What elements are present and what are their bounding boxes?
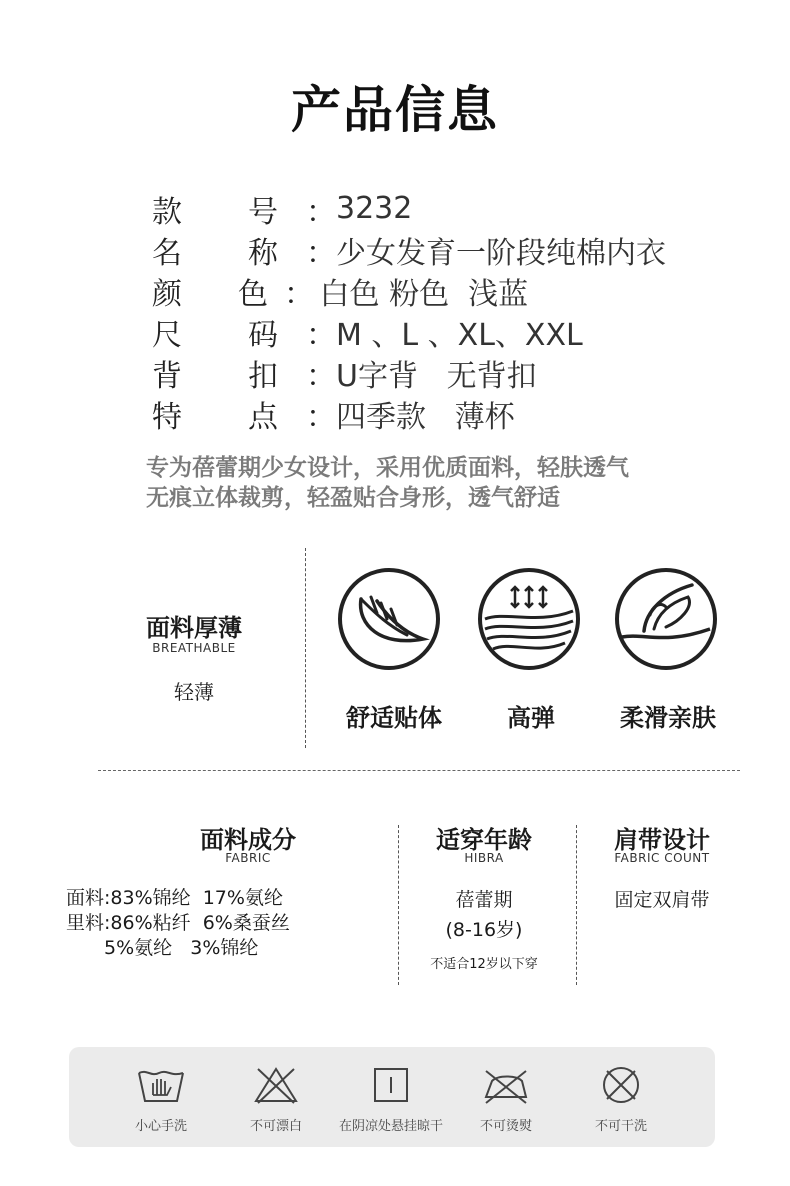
spec-value: 少女发育一阶段纯棉内衣 bbox=[336, 235, 666, 271]
divider-horizontal bbox=[98, 770, 740, 771]
spec-value: 3232 bbox=[336, 191, 413, 226]
description-line: 专为蓓蕾期少女设计，采用优质面料，轻肤透气 bbox=[146, 455, 629, 481]
divider-vertical bbox=[576, 825, 577, 985]
spec-key-char1: 款 bbox=[152, 194, 182, 230]
product-description bbox=[146, 453, 629, 513]
age-note: 不适合12岁以下穿 bbox=[430, 957, 538, 972]
spec-list bbox=[152, 188, 666, 434]
care-item bbox=[326, 1047, 456, 1147]
feature-label: 柔滑亲肤 bbox=[620, 704, 716, 732]
spec-row-back bbox=[152, 352, 666, 393]
strap-subtitle: FABRIC COUNT bbox=[614, 851, 710, 865]
spec-key-char1: 尺 bbox=[152, 317, 182, 353]
age-value: 蓓蕾期 bbox=[455, 889, 513, 911]
spec-separator: ： bbox=[306, 194, 336, 230]
care-label: 小心手洗 bbox=[134, 1119, 187, 1134]
spec-key-char1: 特 bbox=[152, 399, 182, 435]
spec-separator: ： bbox=[306, 399, 336, 435]
spec-separator: ： bbox=[306, 235, 336, 271]
spec-row-color bbox=[152, 270, 666, 311]
feature-label: 高弹 bbox=[507, 704, 555, 732]
care-label: 在阴凉处悬挂晾干 bbox=[338, 1119, 443, 1134]
age-title: 适穿年龄 bbox=[436, 826, 532, 854]
spec-key-char2: 码 bbox=[248, 317, 278, 353]
care-label: 不可干洗 bbox=[594, 1119, 647, 1134]
divider-vertical bbox=[305, 548, 306, 748]
spec-separator: ： bbox=[284, 276, 314, 312]
spec-row-style bbox=[152, 188, 666, 229]
spec-key-char1: 颜 bbox=[152, 276, 182, 312]
feature-label: 舒适贴体 bbox=[346, 704, 442, 732]
hang-dry-icon bbox=[367, 1065, 415, 1105]
composition-title: 面料成分 bbox=[200, 826, 296, 854]
care-label: 不可漂白 bbox=[249, 1119, 302, 1134]
fabric-thickness-subtitle: BREATHABLE bbox=[152, 641, 236, 655]
spec-value: 白色 粉色 浅蓝 bbox=[310, 276, 529, 312]
spec-value: M 、L 、XL、XXL bbox=[336, 317, 583, 353]
spec-key-char2: 号 bbox=[248, 194, 278, 230]
spec-separator: ： bbox=[306, 358, 336, 394]
care-item bbox=[211, 1047, 341, 1147]
care-label: 不可烫熨 bbox=[479, 1119, 532, 1134]
spec-key-char2: 色 bbox=[238, 276, 268, 312]
age-subtitle: HIBRA bbox=[464, 851, 504, 865]
age-range: (8-16岁) bbox=[445, 919, 523, 941]
spec-key-char1: 名 bbox=[152, 235, 182, 271]
spec-row-size bbox=[152, 311, 666, 352]
spec-key-char2: 称 bbox=[248, 235, 278, 271]
spec-key-char2: 扣 bbox=[248, 358, 278, 394]
strap-value: 固定双肩带 bbox=[614, 889, 710, 911]
care-instructions bbox=[69, 1047, 715, 1147]
fabric-thickness-value: 轻薄 bbox=[174, 680, 214, 704]
silk-hand-icon bbox=[614, 567, 718, 671]
divider-vertical bbox=[398, 825, 399, 985]
composition-line: 里料:86%粘纤 6%桑蚕丝 bbox=[66, 912, 290, 934]
stretch-wave-icon bbox=[477, 567, 581, 671]
strap-title: 肩带设计 bbox=[614, 826, 710, 854]
spec-key-char2: 点 bbox=[248, 399, 278, 435]
composition-subtitle: FABRIC bbox=[225, 851, 271, 865]
page-title: 产品信息 bbox=[291, 81, 499, 139]
fabric-thickness-title: 面料厚薄 bbox=[146, 614, 242, 642]
feather-icon bbox=[337, 567, 441, 671]
care-item bbox=[556, 1047, 686, 1147]
care-item bbox=[441, 1047, 571, 1147]
care-item bbox=[96, 1047, 226, 1147]
no-iron-icon bbox=[482, 1065, 530, 1105]
composition-line: 5%氨纶 3%锦纶 bbox=[104, 937, 259, 959]
spec-row-feature bbox=[152, 393, 666, 434]
no-bleach-icon bbox=[252, 1065, 300, 1105]
spec-row-name bbox=[152, 229, 666, 270]
composition-line: 面料:83%锦纶 17%氨纶 bbox=[66, 887, 283, 909]
no-dry-clean-icon bbox=[597, 1065, 645, 1105]
spec-separator: ： bbox=[306, 317, 336, 353]
spec-value: 四季款 薄杯 bbox=[336, 399, 515, 435]
spec-key-char1: 背 bbox=[152, 358, 182, 394]
description-line: 无痕立体裁剪，轻盈贴合身形，透气舒适 bbox=[146, 485, 560, 511]
hand-wash-icon bbox=[137, 1065, 185, 1105]
spec-value: U字背 无背扣 bbox=[336, 358, 537, 394]
